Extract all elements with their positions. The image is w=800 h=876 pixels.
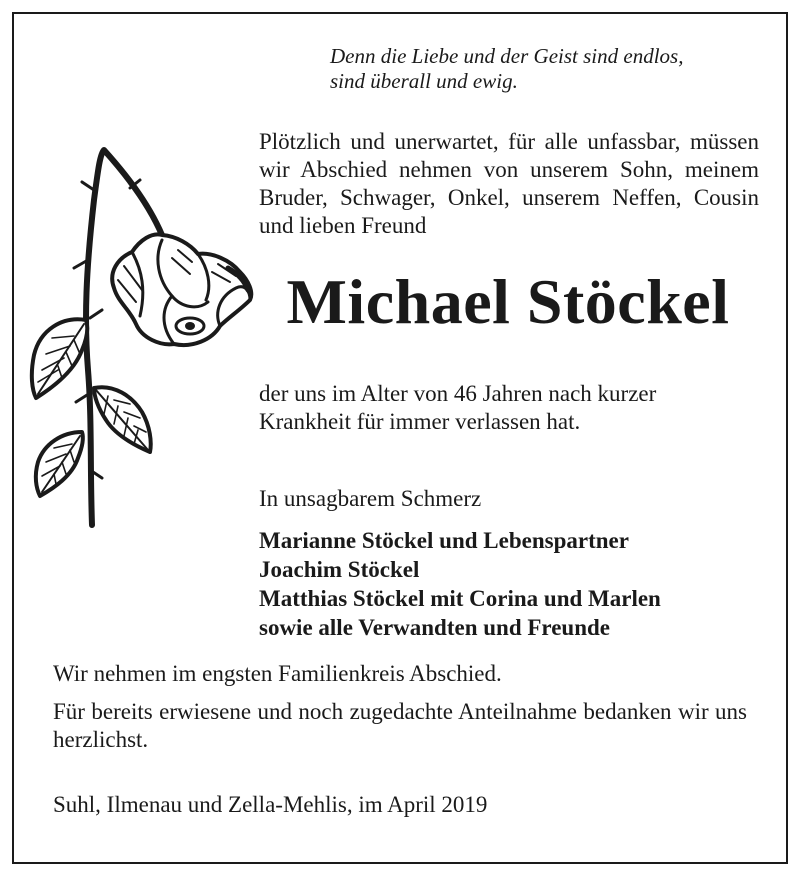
age-line-1: der uns im Alter von 46 Jahren nach kurzer	[259, 381, 657, 406]
motto-line-2: sind überall und ewig.	[330, 69, 518, 93]
age-line-2: Krankheit für immer verlassen hat.	[259, 409, 581, 434]
mourner-line: Matthias Stöckel mit Corina und Marlen	[259, 586, 661, 611]
age-statement	[259, 380, 759, 436]
grief-line: In unsagbarem Schmerz	[259, 486, 482, 511]
place-date: Suhl, Ilmenau und Zella-Mehlis, im April 2019	[53, 792, 488, 817]
motto-line-1: Denn die Liebe und der Geist sind endlos,	[330, 44, 684, 68]
intro-text: Plötzlich und unerwartet, für alle unfassbar, müssen wir Abschied nehmen von unserem Sohn, meinem Bruder, Schwager, Onkel, unserem Neffen, Cousin und lieben Freund	[259, 129, 759, 238]
thanks-text: Für bereits erwiesene und noch zugedachte Anteilnahme bedanken wir uns herzlichst.	[53, 699, 747, 752]
deceased-name: Michael Stöckel	[286, 266, 730, 337]
mourner-line: sowie alle Verwandten und Freunde	[259, 615, 611, 640]
mourner-line: Marianne Stöckel und Lebenspartner	[259, 528, 629, 553]
wilted-rose-icon	[22, 140, 262, 540]
mourners-list	[259, 526, 759, 642]
mourner-line: Joachim Stöckel	[259, 557, 420, 582]
farewell-text: Wir nehmen im engsten Familienkreis Abschied.	[53, 661, 502, 686]
motto-quote	[330, 44, 760, 94]
